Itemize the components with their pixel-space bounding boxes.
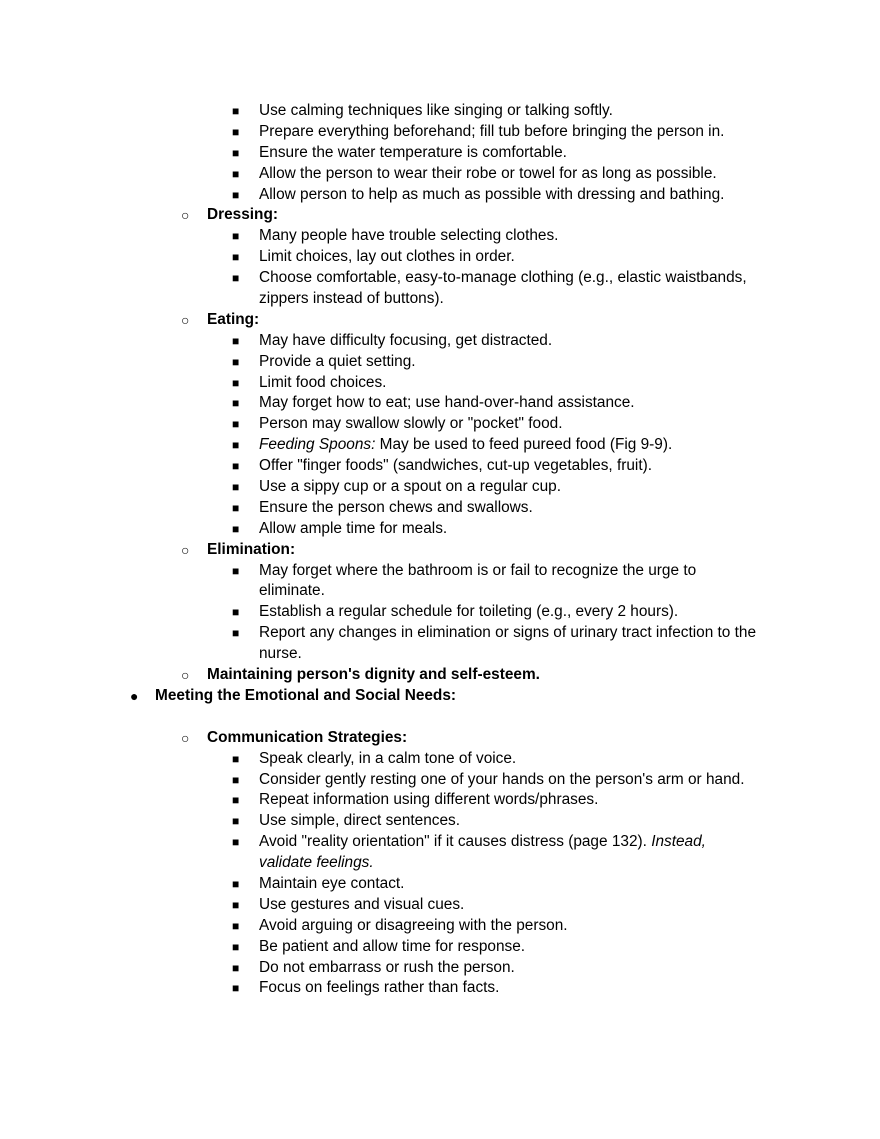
list-item-text: Provide a quiet setting. [259,352,416,370]
reality-orientation-italic-cont: validate feelings. [259,854,374,872]
section-heading-text: Elimination: [207,540,296,558]
square-bullet-icon: ■ [232,814,240,829]
list-item-text: Establish a regular schedule for toileting (e.g., every 2 hours). [259,603,679,621]
list-item-text: Focus on feelings rather than facts. [259,979,500,997]
list-item-text: Allow ample time for meals. [259,519,448,537]
list-item [0,602,880,623]
list-item [0,101,880,122]
list-item-text: Offer "finger foods" (sandwiches, cut-up vegetables, fruit). [259,457,653,475]
square-bullet-icon: ■ [232,396,240,411]
list-item-text: Avoid arguing or disagreeing with the person. [259,916,568,934]
square-bullet-icon: ■ [232,480,240,495]
list-item-text [259,853,374,874]
section-heading-text: Dressing: [207,206,278,224]
list-item [0,978,880,999]
square-bullet-icon: ■ [232,438,240,453]
square-bullet-icon: ■ [232,835,240,850]
feeding-spoons-label: Feeding Spoons: [259,436,376,454]
list-item-text: Do not embarrass or rush the person. [259,958,515,976]
square-bullet-icon: ■ [232,104,240,118]
list-item [0,874,880,895]
list-item [0,561,880,582]
list-item-text: Speak clearly, in a calm tone of voice. [259,749,517,767]
list-item-text: eliminate. [259,582,325,600]
section-heading-dignity [0,665,880,686]
list-item-text: Repeat information using different words/phrases. [259,791,599,809]
list-item [0,456,880,477]
list-item [0,247,880,268]
square-bullet-icon: ■ [232,626,240,641]
list-item [0,393,880,414]
hollow-circle-bullet-icon: ○ [181,311,190,328]
square-bullet-icon: ■ [232,563,240,578]
list-item-text: Many people have trouble selecting clothes. [259,227,559,245]
list-item-text: Use calming techniques like singing or talking softly. [259,102,613,119]
section-heading-emotional-social [0,686,880,707]
reality-orientation-italic: Instead, [651,833,706,851]
hollow-circle-bullet-icon: ○ [181,729,190,746]
square-bullet-icon: ■ [232,333,240,348]
square-bullet-icon: ■ [232,981,240,996]
square-bullet-icon: ■ [232,960,240,975]
feeding-spoons-text: May be used to feed pureed food (Fig 9-9). [375,436,673,454]
list-item-text: May forget how to eat; use hand-over-hand assistance. [259,394,635,412]
hollow-circle-bullet-icon: ○ [181,207,190,224]
list-item [0,811,880,832]
square-bullet-icon: ■ [232,145,240,160]
list-item [0,331,880,352]
list-item-continuation [0,289,880,310]
square-bullet-icon: ■ [232,124,240,139]
list-item-text: Use a sippy cup or a spout on a regular cup. [259,478,562,496]
blank-line [0,707,880,728]
hollow-circle-bullet-icon: ○ [181,667,190,684]
list-item-text: May forget where the bathroom is or fail to recognize the urge to [259,561,697,579]
list-item [0,958,880,979]
filled-circle-bullet-icon: ● [130,687,139,704]
list-item-text: Maintain eye contact. [259,874,405,892]
square-bullet-icon: ■ [232,271,240,286]
list-item-text: Consider gently resting one of your hands on the person's arm or hand. [259,770,745,788]
square-bullet-icon: ■ [232,375,240,390]
list-item [0,143,880,164]
list-item [0,122,880,143]
square-bullet-icon: ■ [232,897,240,912]
list-item [0,519,880,540]
square-bullet-icon: ■ [232,521,240,536]
square-bullet-icon: ■ [232,876,240,891]
list-item-text: nurse. [259,645,302,663]
section-heading-text: Eating: [207,310,260,328]
list-item-text [259,435,672,456]
list-item-text: Limit food choices. [259,373,387,391]
list-item-text [259,832,706,853]
list-item-continuation [0,644,880,665]
list-item-continuation [0,581,880,602]
square-bullet-icon: ■ [232,417,240,432]
list-item-text: Person may swallow slowly or "pocket" food. [259,415,563,433]
list-item-text: Prepare everything beforehand; fill tub before bringing the person in. [259,122,725,140]
section-heading-dressing [0,205,880,226]
reality-orientation-text: Avoid "reality orientation" if it causes distress (page 132). [259,833,652,851]
square-bullet-icon: ■ [232,605,240,620]
square-bullet-icon: ■ [232,500,240,515]
list-item [0,414,880,435]
section-heading-text: Communication Strategies: [207,728,408,746]
square-bullet-icon: ■ [232,793,240,808]
list-item [0,352,880,373]
list-item [0,435,880,456]
document-page [0,101,880,999]
square-bullet-icon: ■ [232,187,240,202]
list-item [0,895,880,916]
list-item-text: Allow person to help as much as possible with dressing and bathing. [259,185,725,203]
square-bullet-icon: ■ [232,354,240,369]
list-item [0,937,880,958]
list-item [0,749,880,770]
list-item-text: Be patient and allow time for response. [259,937,526,955]
list-item-text: May have difficulty focusing, get distracted. [259,331,553,349]
square-bullet-icon: ■ [232,918,240,933]
list-item-continuation [0,853,880,874]
list-item-text: Ensure the person chews and swallows. [259,498,533,516]
list-item-text: Use simple, direct sentences. [259,812,461,830]
list-item [0,623,880,644]
list-item [0,226,880,247]
list-item-text: Report any changes in elimination or signs of urinary tract infection to the [259,624,757,642]
list-item-text: Allow the person to wear their robe or towel for as long as possible. [259,164,717,182]
list-item [0,790,880,811]
square-bullet-icon: ■ [232,250,240,265]
list-item [0,770,880,791]
list-item-text: Use gestures and visual cues. [259,895,465,913]
section-heading-text: Maintaining person's dignity and self-esteem. [207,666,540,684]
hollow-circle-bullet-icon: ○ [181,541,190,558]
square-bullet-icon: ■ [232,772,240,787]
list-item [0,832,880,853]
list-item [0,916,880,937]
square-bullet-icon: ■ [232,751,240,766]
section-heading-elimination [0,540,880,561]
section-heading-eating [0,310,880,331]
list-item-text: Ensure the water temperature is comfortable. [259,143,567,161]
list-item-text: Choose comfortable, easy-to-manage clothing (e.g., elastic waistbands, [259,269,747,287]
square-bullet-icon: ■ [232,166,240,181]
list-item [0,373,880,394]
list-item [0,268,880,289]
section-heading-communication [0,728,880,749]
section-heading-text: Meeting the Emotional and Social Needs: [155,686,457,704]
list-item [0,477,880,498]
square-bullet-icon: ■ [232,459,240,474]
list-item-text: zippers instead of buttons). [259,290,444,308]
square-bullet-icon: ■ [232,939,240,954]
list-item [0,498,880,519]
list-item [0,164,880,185]
list-item-text: Limit choices, lay out clothes in order. [259,248,515,266]
list-item [0,185,880,206]
square-bullet-icon: ■ [232,229,240,244]
